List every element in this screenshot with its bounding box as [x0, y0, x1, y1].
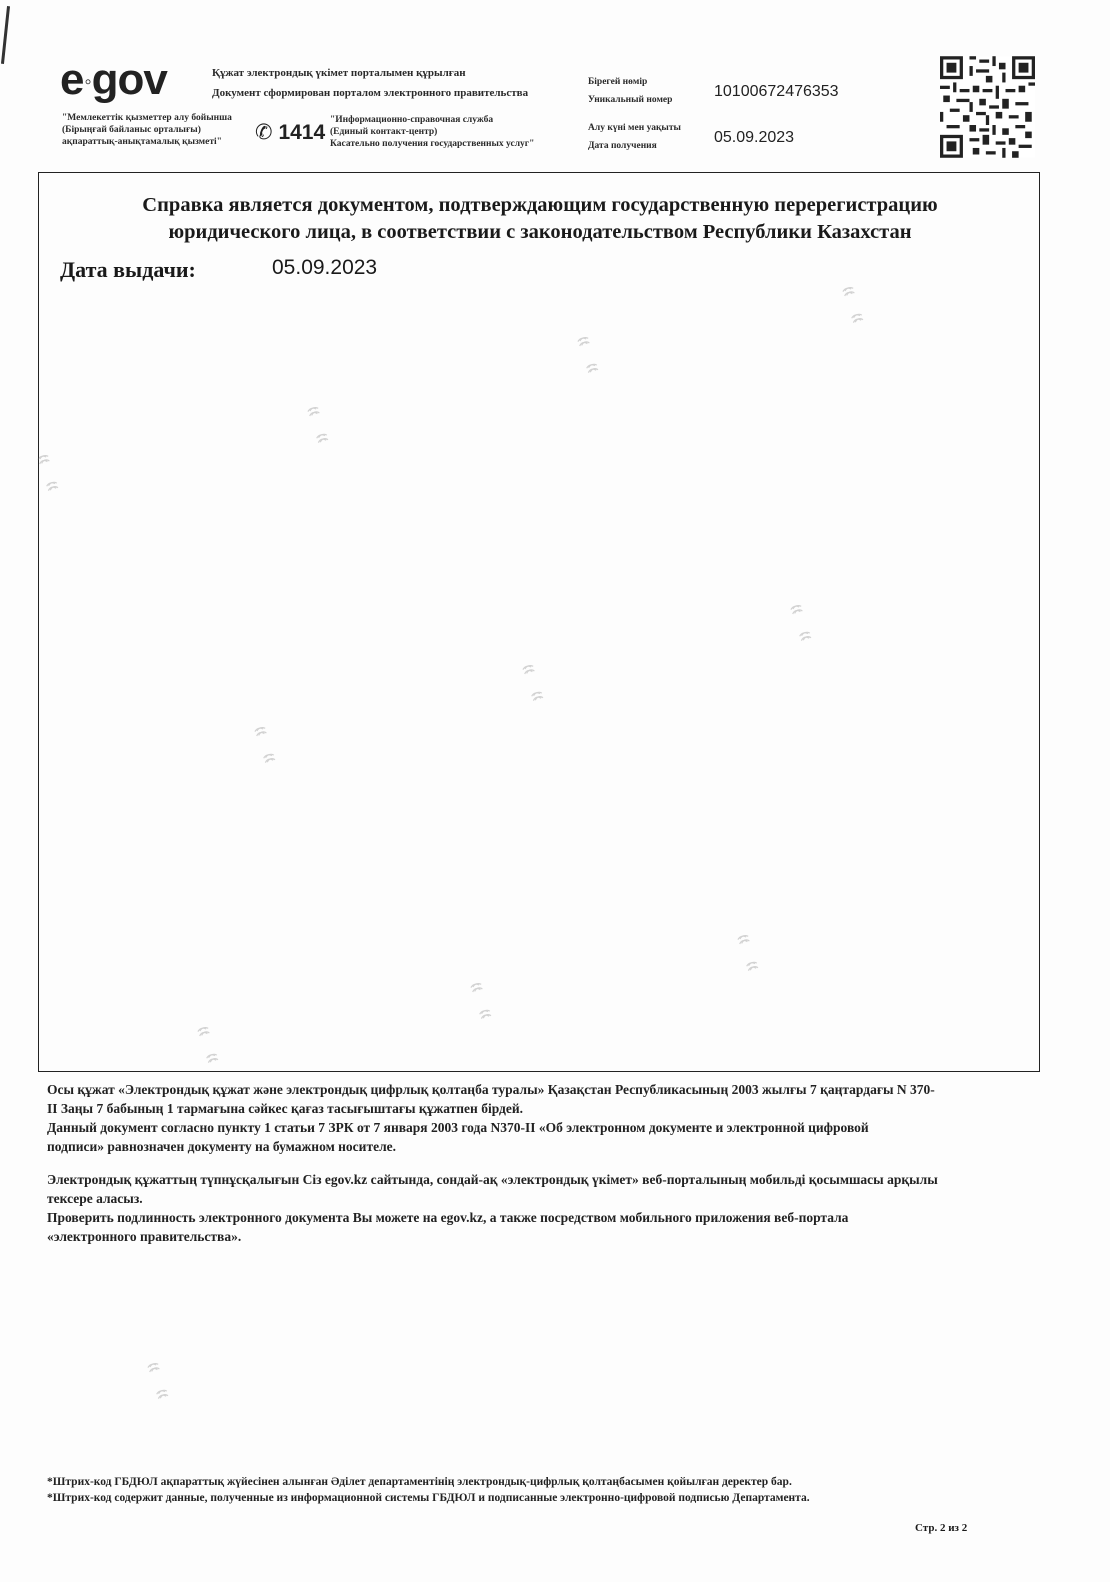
unique-number: 10100672476353	[714, 83, 839, 100]
barcode-note-ru: *Штрих-код содержит данные, полученные из информационной системы ГБДЮЛ и подписанные электронно-цифровой подписью Департамента.	[47, 1492, 810, 1504]
scan-edge-mark	[1, 6, 10, 64]
unique-label-kz: Бірегей нөмір	[588, 77, 648, 87]
egov-logo[interactable]: e◦gov	[60, 55, 167, 104]
ornament-watermark-icon: ꩰꩰ ꩰꩰ	[480, 981, 502, 1035]
ornament-watermark-icon: ꩰꩰ ꩰꩰ	[317, 405, 339, 459]
portal-note-kz: Құжат электрондық үкімет порталымен құрылған	[212, 67, 466, 79]
contact-center-kz: "Мемлекеттік қызметтер алу бойынша (Бірыңғай байланыс орталығы) ақпараттық-анықтамалық қызметі"	[62, 113, 232, 147]
issue-date-label: Дата выдачи:	[60, 257, 196, 282]
ornament-watermark-icon: ꩰꩰ ꩰꩰ	[800, 603, 822, 657]
page-number: Стр. 2 из 2	[915, 1522, 968, 1534]
legal-note-ru: Данный документ согласно пункту 1 статьи 7 ЗРК от 7 января 2003 года N370-II «Об электронном документе и электронной цифровой подписи» равнозначен документу на бумажном носителе.	[47, 1120, 869, 1154]
issue-date-value: 05.09.2023	[272, 256, 378, 279]
unique-label-ru: Уникальный номер	[588, 95, 673, 105]
ornament-watermark-icon: ꩰꩰ ꩰꩰ	[532, 663, 554, 717]
ornament-watermark-icon: ꩰꩰ ꩰꩰ	[157, 1361, 179, 1415]
date-label-kz: Алу күні мен уақыты	[588, 123, 681, 133]
verify-note-kz: Электрондық құжаттың түпнұсқалығын Сіз egov.kz сайтында, сондай-ақ «электрондық үкімет» веб-порталының мобильді қосымшасы арқылы тексере аласыз.	[47, 1172, 938, 1206]
contact-center-ru: "Информационно-справочная служба (Единый контакт-центр) Касательно получения государственных услуг"	[330, 115, 535, 149]
ornament-watermark-icon: ꩰꩰ ꩰꩰ	[587, 335, 609, 389]
receipt-date: 05.09.2023	[714, 129, 795, 146]
barcode-note-kz: *Штрих-код ГБДЮЛ ақпараттық жүйесінен алынған Әділет департаментінің электрондық-цифрлық қолтаңбасымен қойылған деректер бар.	[47, 1476, 792, 1488]
logo-dot-icon: ◦	[84, 71, 91, 94]
phone-icon: ✆	[255, 121, 273, 144]
verify-note-ru: Проверить подлинность электронного документа Вы можете на egov.kz, а также посредством мобильного приложения веб-портала «электронного правительства».	[47, 1210, 849, 1244]
portal-note-ru: Документ сформирован порталом электронного правительства	[212, 87, 529, 99]
ornament-watermark-icon: ꩰꩰ ꩰꩰ	[852, 285, 874, 339]
legal-note-kz: Осы құжат «Электрондық құжат және электрондық цифрлық қолтаңба туралы» Қазақстан Республикасының 2003 жылғы 7 қаңтардағы N 370- II Заңы 7 бабының 1 тармағына сәйкес қағаз тасығыштағы құжатпен бірдей.	[47, 1082, 935, 1116]
ornament-watermark-icon: ꩰꩰ ꩰꩰ	[47, 453, 69, 507]
date-label-ru: Дата получения	[588, 141, 657, 151]
certificate-title: Справка является документом, подтверждающим государственную перерегистрацию юридического лица, в соответствии с законодательством Республики Казахстан	[142, 194, 938, 243]
ornament-watermark-icon: ꩰꩰ ꩰꩰ	[264, 725, 286, 779]
ornament-watermark-icon: ꩰꩰ ꩰꩰ	[207, 1025, 229, 1079]
qr-code-icon[interactable]	[940, 56, 1035, 158]
ornament-watermark-icon: ꩰꩰ ꩰꩰ	[747, 933, 769, 987]
phone-number[interactable]: ✆ 1414	[255, 121, 326, 144]
